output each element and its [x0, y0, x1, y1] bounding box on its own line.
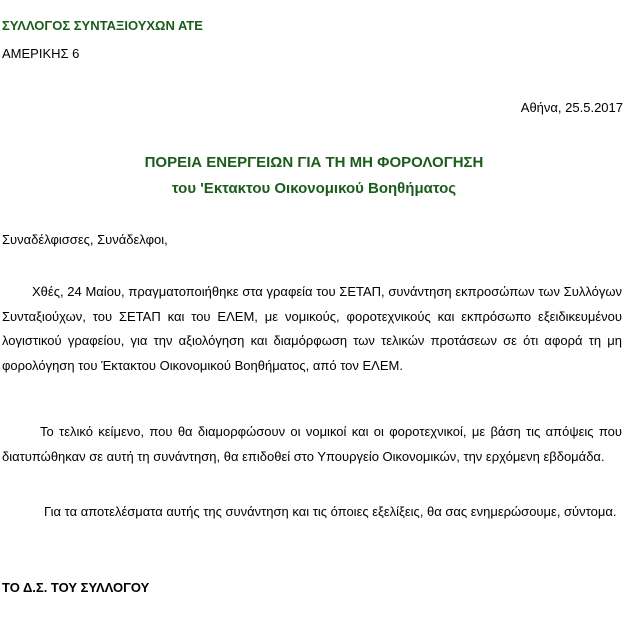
- organization-name: ΣΥΛΛΟΓΟΣ ΣΥΝΤΑΞΙΟΥΧΩΝ ΑΤΕ: [2, 18, 203, 33]
- greeting: Συναδέλφισσες, Συνάδελφοι,: [2, 232, 168, 247]
- body-paragraph-2: Το τελικό κείμενο, που θα διαμορφώσουν οι νομικοί και οι φοροτεχνικοί, με βάση τις απόψεις που διατυπώθηκαν σε αυτή τη συνάντηση, θα επιδοθεί στο Υπουργείο Οικονομικών, την ερχόμενη εβδομάδα.: [2, 424, 622, 464]
- document-title: [0, 150, 628, 202]
- date-line: Αθήνα, 25.5.2017: [520, 100, 623, 115]
- title-line-1: ΠΟΡΕΙΑ ΕΝΕΡΓΕΙΩΝ ΓΙΑ ΤΗ ΜΗ ΦΟΡΟΛΟΓΗΣΗ: [144, 154, 484, 171]
- title-line-2: του 'Εκτακτου Οικονομικού Βοηθήματος: [171, 180, 457, 197]
- signature: ΤΟ Δ.Σ. ΤΟΥ ΣΥΛΛΟΓΟΥ: [2, 580, 150, 595]
- body-paragraph-3: Για τα αποτελέσματα αυτής της συνάντηση και τις όποιες εξελίξεις, θα σας ενημερώσουμε, σύντομα.: [44, 504, 617, 519]
- body-paragraph-1: Χθές, 24 Μαίου, πραγματοποιήθηκε στα γραφεία του ΣΕΤΑΠ, συνάντηση εκπροσώπων των Συλλόγων Συνταξιούχων, του ΣΕΤΑΠ και του ΕΛΕΜ, με νομικούς, φοροτεχνικούς και εκπρόσωπο εξειδικευμένου λογιστικού γραφείου, για την αξιολόγηση και διαμόρφωση των τελικών προτάσεων σε ότι αφορά τη μη φορολόγηση του Έκτακτου Οικονομικού Βοηθήματος, από τον ΕΛΕΜ.: [2, 284, 622, 373]
- organization-address: ΑΜΕΡΙΚΗΣ 6: [2, 46, 80, 61]
